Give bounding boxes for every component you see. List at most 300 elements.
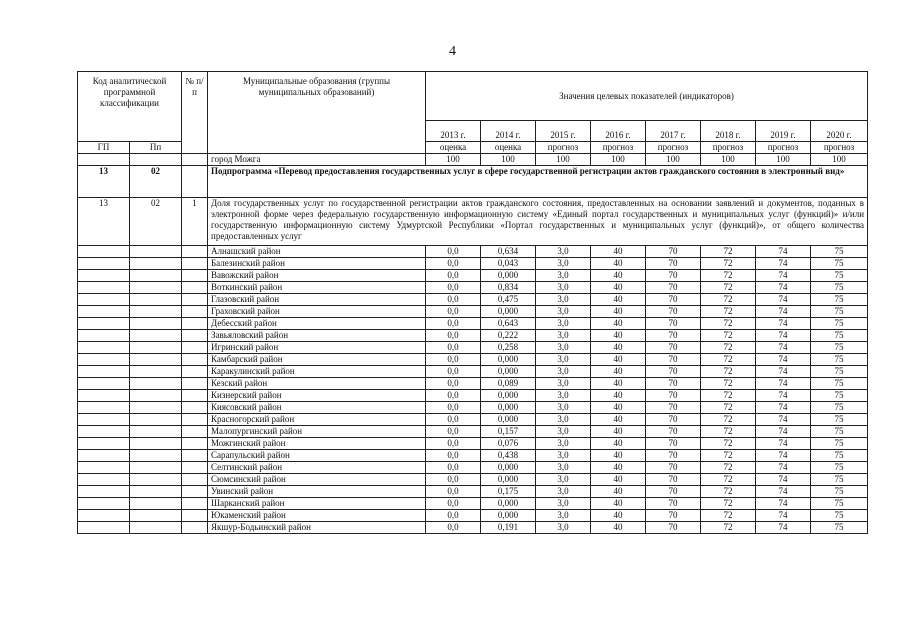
indicator-value: 70 — [646, 366, 701, 378]
municipality-name: Вавожский район — [208, 270, 426, 282]
table-row — [78, 318, 868, 330]
city-value: 100 — [756, 154, 811, 166]
empty-cell — [78, 522, 130, 534]
empty-cell — [182, 438, 208, 450]
indicator-value: 0,0 — [426, 270, 481, 282]
indicator-value: 40 — [591, 330, 646, 342]
year-header: 2020 г. — [811, 121, 868, 142]
indicator-value: 75 — [811, 342, 868, 354]
indicator-value: 75 — [811, 402, 868, 414]
empty-cell — [182, 414, 208, 426]
empty-cell — [78, 246, 130, 258]
type-header: оценка — [481, 142, 536, 154]
indicator-value: 74 — [756, 426, 811, 438]
indicator-value: 75 — [811, 474, 868, 486]
empty-cell — [78, 390, 130, 402]
indicator-value: 3,0 — [536, 486, 591, 498]
city-value: 100 — [591, 154, 646, 166]
indicator-value: 3,0 — [536, 438, 591, 450]
empty-cell — [130, 282, 182, 294]
municipality-name: Шарканский район — [208, 498, 426, 510]
indicator-value: 72 — [701, 486, 756, 498]
empty-cell — [182, 366, 208, 378]
indicator-value: 0,000 — [481, 402, 536, 414]
indicator-value: 0,643 — [481, 318, 536, 330]
municipality-name: Завьяловский район — [208, 330, 426, 342]
municipality-name: Алнашский район — [208, 246, 426, 258]
empty-cell — [78, 330, 130, 342]
indicator-value: 0,0 — [426, 510, 481, 522]
indicator-value: 70 — [646, 390, 701, 402]
empty-cell — [182, 258, 208, 270]
indicator-value: 0,0 — [426, 474, 481, 486]
indicator-value: 40 — [591, 282, 646, 294]
empty-cell — [182, 510, 208, 522]
indicator-value: 74 — [756, 282, 811, 294]
indicator-value: 75 — [811, 366, 868, 378]
table-row — [78, 414, 868, 426]
indicator-value: 75 — [811, 354, 868, 366]
indicator-value: 72 — [701, 294, 756, 306]
type-header: прогноз — [811, 142, 868, 154]
indicator-value: 0,834 — [481, 282, 536, 294]
table-row — [78, 270, 868, 282]
indicator-value: 75 — [811, 426, 868, 438]
municipality-name: Дебесский район — [208, 318, 426, 330]
table-row — [78, 438, 868, 450]
city-value: 100 — [701, 154, 756, 166]
indicator-value: 74 — [756, 402, 811, 414]
indicator-value: 70 — [646, 438, 701, 450]
gp-header: ГП — [78, 142, 130, 154]
indicator-value: 3,0 — [536, 294, 591, 306]
indicator-value: 0,0 — [426, 486, 481, 498]
indicator-value: 3,0 — [536, 414, 591, 426]
indicator-value: 74 — [756, 414, 811, 426]
empty-cell — [182, 282, 208, 294]
indicator-value: 3,0 — [536, 306, 591, 318]
indicator-value: 0,000 — [481, 414, 536, 426]
empty-cell — [78, 402, 130, 414]
empty-cell — [78, 378, 130, 390]
empty-cell — [78, 366, 130, 378]
indicator-value: 75 — [811, 270, 868, 282]
indicator-value: 0,000 — [481, 306, 536, 318]
empty-cell — [130, 318, 182, 330]
indicator-value: 3,0 — [536, 450, 591, 462]
indicator-value: 0,0 — [426, 318, 481, 330]
indicator-value: 74 — [756, 342, 811, 354]
indicator-value: 70 — [646, 318, 701, 330]
indicator-value: 3,0 — [536, 474, 591, 486]
indicator-value: 0,0 — [426, 390, 481, 402]
indicator-row — [78, 198, 868, 246]
table-row — [78, 378, 868, 390]
year-header: 2014 г. — [481, 121, 536, 142]
indicator-value: 0,0 — [426, 354, 481, 366]
indicator-value: 40 — [591, 438, 646, 450]
indicator-value: 70 — [646, 330, 701, 342]
indicator-value: 70 — [646, 258, 701, 270]
type-header: прогноз — [591, 142, 646, 154]
type-header: прогноз — [756, 142, 811, 154]
indicator-value: 0,0 — [426, 258, 481, 270]
subprogram-pp: 02 — [130, 166, 182, 198]
indicator-value: 3,0 — [536, 498, 591, 510]
empty-cell — [78, 474, 130, 486]
indicator-value: 0,0 — [426, 426, 481, 438]
indicator-value: 75 — [811, 486, 868, 498]
indicator-value: 0,000 — [481, 474, 536, 486]
indicator-value: 40 — [591, 378, 646, 390]
indicator-value: 0,0 — [426, 246, 481, 258]
indicator-value: 74 — [756, 306, 811, 318]
empty-cell — [130, 366, 182, 378]
empty-cell — [130, 342, 182, 354]
indicator-value: 3,0 — [536, 462, 591, 474]
subprogram-title: Подпрограмма «Перевод предоставления государственных услуг в сфере государственной регистрации актов гражданского состояния в электронный вид» — [208, 166, 868, 198]
empty-cell — [182, 330, 208, 342]
indicator-value: 75 — [811, 390, 868, 402]
municipality-name: Граховский район — [208, 306, 426, 318]
city-value: 100 — [646, 154, 701, 166]
table-row — [78, 498, 868, 510]
indicator-value: 0,0 — [426, 294, 481, 306]
empty-cell — [130, 270, 182, 282]
table-row — [78, 474, 868, 486]
year-header: 2017 г. — [646, 121, 701, 142]
indicator-value: 70 — [646, 294, 701, 306]
indicator-value: 70 — [646, 426, 701, 438]
subprogram-row — [78, 166, 868, 198]
table-row — [78, 510, 868, 522]
empty-cell — [130, 258, 182, 270]
indicator-value: 3,0 — [536, 246, 591, 258]
indicator-value: 0,0 — [426, 342, 481, 354]
city-value: 100 — [536, 154, 591, 166]
empty-cell — [182, 426, 208, 438]
empty-cell — [130, 390, 182, 402]
indicator-value: 74 — [756, 390, 811, 402]
indicator-value: 70 — [646, 246, 701, 258]
year-header: 2016 г. — [591, 121, 646, 142]
indicator-value: 40 — [591, 414, 646, 426]
empty-cell — [78, 282, 130, 294]
indicator-value: 74 — [756, 510, 811, 522]
year-header: 2013 г. — [426, 121, 481, 142]
indicator-value: 74 — [756, 498, 811, 510]
empty-cell — [130, 510, 182, 522]
header-row — [78, 72, 868, 121]
indicator-value: 0,175 — [481, 486, 536, 498]
empty-cell — [182, 342, 208, 354]
indicator-value: 3,0 — [536, 342, 591, 354]
empty-cell — [182, 522, 208, 534]
empty-cell — [78, 486, 130, 498]
indicator-value: 74 — [756, 366, 811, 378]
indicator-value: 0,000 — [481, 270, 536, 282]
municipality-name: Воткинский район — [208, 282, 426, 294]
empty-cell — [182, 354, 208, 366]
table-row — [78, 354, 868, 366]
empty-cell — [78, 270, 130, 282]
subprogram-gp: 13 — [78, 166, 130, 198]
indicator-value: 75 — [811, 378, 868, 390]
indicator-value: 0,0 — [426, 462, 481, 474]
empty-cell — [182, 246, 208, 258]
indicator-value: 40 — [591, 258, 646, 270]
type-header: прогноз — [536, 142, 591, 154]
indicator-value: 72 — [701, 282, 756, 294]
empty-cell — [130, 330, 182, 342]
indicator-value: 72 — [701, 378, 756, 390]
indicator-gp: 13 — [78, 198, 130, 246]
indicator-value: 70 — [646, 354, 701, 366]
indicator-value: 72 — [701, 402, 756, 414]
empty-cell — [182, 450, 208, 462]
indicator-value: 74 — [756, 474, 811, 486]
indicator-value: 75 — [811, 306, 868, 318]
table-row — [78, 486, 868, 498]
empty-cell — [78, 498, 130, 510]
indicator-value: 40 — [591, 474, 646, 486]
empty-cell — [130, 498, 182, 510]
empty-cell — [130, 402, 182, 414]
indicator-value: 74 — [756, 258, 811, 270]
indicator-value: 3,0 — [536, 258, 591, 270]
empty-cell — [78, 294, 130, 306]
indicator-value: 0,0 — [426, 402, 481, 414]
indicator-value: 3,0 — [536, 318, 591, 330]
indicator-value: 72 — [701, 498, 756, 510]
indicator-value: 75 — [811, 438, 868, 450]
indicator-value: 70 — [646, 498, 701, 510]
indicator-value: 70 — [646, 414, 701, 426]
indicator-value: 75 — [811, 414, 868, 426]
indicator-value: 72 — [701, 390, 756, 402]
indicator-value: 40 — [591, 294, 646, 306]
indicator-value: 75 — [811, 318, 868, 330]
city-name: город Можга — [208, 154, 426, 166]
indicator-value: 40 — [591, 450, 646, 462]
empty-cell — [182, 498, 208, 510]
indicator-value: 40 — [591, 462, 646, 474]
indicator-value: 72 — [701, 414, 756, 426]
indicator-value: 72 — [701, 330, 756, 342]
indicator-value: 0,000 — [481, 354, 536, 366]
indicator-value: 40 — [591, 510, 646, 522]
municipality-name: Глазовский район — [208, 294, 426, 306]
indicator-value: 74 — [756, 330, 811, 342]
empty-cell — [130, 450, 182, 462]
indicator-value: 72 — [701, 354, 756, 366]
indicator-value: 70 — [646, 402, 701, 414]
indicator-value: 74 — [756, 438, 811, 450]
indicator-value: 72 — [701, 306, 756, 318]
indicator-value: 0,0 — [426, 282, 481, 294]
indicator-value: 74 — [756, 486, 811, 498]
indicator-value: 74 — [756, 522, 811, 534]
indicator-value: 72 — [701, 342, 756, 354]
empty-cell — [78, 438, 130, 450]
empty-cell — [78, 258, 130, 270]
indicator-value: 72 — [701, 510, 756, 522]
indicator-value: 0,0 — [426, 450, 481, 462]
municipality-name: Увинский район — [208, 486, 426, 498]
indicator-value: 70 — [646, 510, 701, 522]
indicator-value: 3,0 — [536, 522, 591, 534]
indicator-value: 75 — [811, 498, 868, 510]
indicator-value: 72 — [701, 522, 756, 534]
table-row — [78, 294, 868, 306]
empty-cell — [130, 378, 182, 390]
table-row — [78, 246, 868, 258]
municipality-name: Кизнерский район — [208, 390, 426, 402]
municipality-name: Красногорский район — [208, 414, 426, 426]
indicator-value: 75 — [811, 450, 868, 462]
indicator-value: 40 — [591, 246, 646, 258]
indicator-value: 40 — [591, 306, 646, 318]
empty-cell — [78, 510, 130, 522]
municipality-name: Якшур-Бодьинский район — [208, 522, 426, 534]
indicator-value: 40 — [591, 486, 646, 498]
indicator-value: 0,222 — [481, 330, 536, 342]
indicator-value: 72 — [701, 438, 756, 450]
indicator-value: 75 — [811, 510, 868, 522]
empty-cell — [78, 342, 130, 354]
indicator-value: 40 — [591, 498, 646, 510]
table-row — [78, 330, 868, 342]
indicator-value: 0,475 — [481, 294, 536, 306]
municipality-name: Селтинский район — [208, 462, 426, 474]
indicator-value: 40 — [591, 426, 646, 438]
indicator-value: 74 — [756, 462, 811, 474]
indicator-value: 40 — [591, 402, 646, 414]
empty-cell — [182, 318, 208, 330]
indicator-value: 72 — [701, 426, 756, 438]
indicator-value: 74 — [756, 270, 811, 282]
indicator-value: 3,0 — [536, 366, 591, 378]
indicator-value: 70 — [646, 270, 701, 282]
indicator-value: 74 — [756, 246, 811, 258]
indicator-value: 0,0 — [426, 438, 481, 450]
num-header: № п/п — [182, 72, 208, 154]
indicator-value: 0,000 — [481, 498, 536, 510]
municipality-name: Каракулинский район — [208, 366, 426, 378]
indicator-value: 0,000 — [481, 390, 536, 402]
table-row — [78, 306, 868, 318]
indicator-value: 75 — [811, 522, 868, 534]
indicator-value: 70 — [646, 450, 701, 462]
municipality-name: Камбарский район — [208, 354, 426, 366]
indicator-value: 0,0 — [426, 330, 481, 342]
indicator-value: 70 — [646, 522, 701, 534]
indicator-pp: 02 — [130, 198, 182, 246]
empty-cell — [182, 474, 208, 486]
table-row — [78, 258, 868, 270]
indicator-value: 0,000 — [481, 366, 536, 378]
municipality-name: Можгинский район — [208, 438, 426, 450]
municipality-name: Сюмсинский район — [208, 474, 426, 486]
empty-cell — [182, 294, 208, 306]
empty-cell — [130, 306, 182, 318]
empty-cell — [130, 438, 182, 450]
empty-cell — [182, 402, 208, 414]
indicator-value: 72 — [701, 318, 756, 330]
indicator-value: 3,0 — [536, 330, 591, 342]
indicator-value: 75 — [811, 282, 868, 294]
empty-cell — [130, 522, 182, 534]
empty-cell — [130, 354, 182, 366]
table-row — [78, 522, 868, 534]
indicator-value: 0,191 — [481, 522, 536, 534]
indicator-value: 40 — [591, 390, 646, 402]
empty-cell — [182, 306, 208, 318]
table-row — [78, 282, 868, 294]
indicator-value: 0,0 — [426, 366, 481, 378]
indicator-value: 74 — [756, 378, 811, 390]
empty-cell — [78, 450, 130, 462]
indicator-value: 0,000 — [481, 462, 536, 474]
municipality-name: Киясовский район — [208, 402, 426, 414]
table-row — [78, 426, 868, 438]
pp-header: Пп — [130, 142, 182, 154]
indicator-value: 70 — [646, 462, 701, 474]
empty-cell — [182, 270, 208, 282]
empty-cell — [78, 318, 130, 330]
empty-cell — [130, 294, 182, 306]
municipality-name: Сарапульский район — [208, 450, 426, 462]
table-row — [78, 390, 868, 402]
indicator-value: 70 — [646, 306, 701, 318]
indicator-value: 0,0 — [426, 414, 481, 426]
type-header: прогноз — [701, 142, 756, 154]
indicator-value: 3,0 — [536, 282, 591, 294]
indicator-value: 75 — [811, 258, 868, 270]
empty-cell — [78, 414, 130, 426]
indicator-value: 75 — [811, 294, 868, 306]
table-row — [78, 342, 868, 354]
indicator-value: 0,043 — [481, 258, 536, 270]
indicator-value: 3,0 — [536, 390, 591, 402]
indicator-value: 40 — [591, 270, 646, 282]
empty-cell — [78, 426, 130, 438]
indicator-value: 72 — [701, 270, 756, 282]
indicator-value: 0,634 — [481, 246, 536, 258]
table-row — [78, 366, 868, 378]
indicator-value: 74 — [756, 450, 811, 462]
city-value: 100 — [481, 154, 536, 166]
indicator-value: 3,0 — [536, 426, 591, 438]
indicator-value: 72 — [701, 258, 756, 270]
municipality-name: Балезинский район — [208, 258, 426, 270]
year-header: 2018 г. — [701, 121, 756, 142]
empty-cell — [130, 486, 182, 498]
indicator-value: 74 — [756, 318, 811, 330]
values-header: Значения целевых показателей (индикаторов) — [426, 72, 868, 121]
indicator-value: 0,157 — [481, 426, 536, 438]
indicator-value: 3,0 — [536, 402, 591, 414]
empty-cell — [130, 246, 182, 258]
indicator-value: 70 — [646, 474, 701, 486]
empty-cell — [130, 414, 182, 426]
type-header: оценка — [426, 142, 481, 154]
indicator-value: 72 — [701, 366, 756, 378]
municipality-name: Малопургинский район — [208, 426, 426, 438]
city-row — [78, 154, 868, 166]
indicator-value: 0,076 — [481, 438, 536, 450]
indicator-value: 0,438 — [481, 450, 536, 462]
